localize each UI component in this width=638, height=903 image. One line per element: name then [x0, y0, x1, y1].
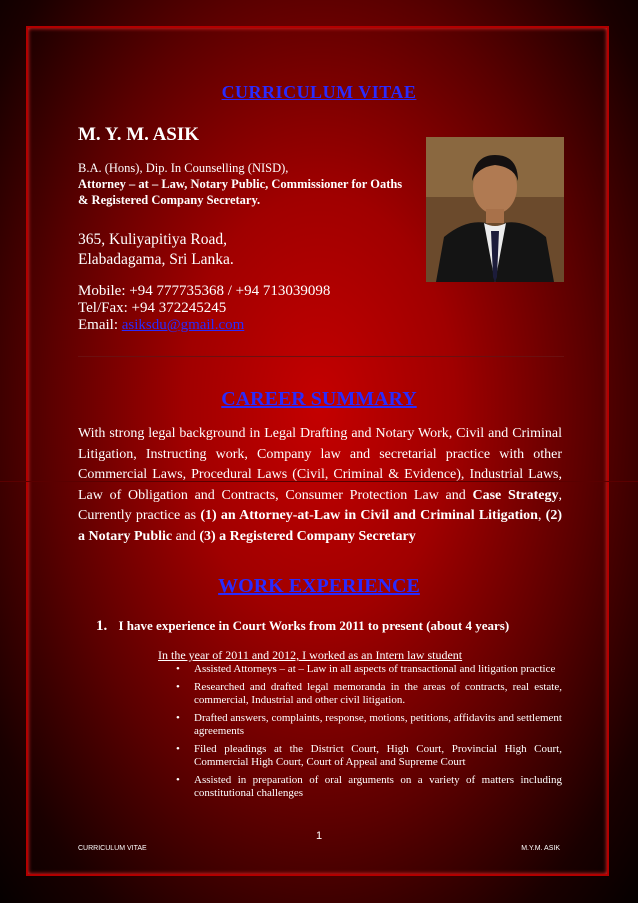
qualifications-line-1: B.A. (Hons), Dip. In Counselling (NISD),: [78, 161, 289, 175]
list-item: • Assisted Attorneys – at – Law in all aspects of transactional and litigation practice: [174, 663, 562, 676]
mobile-number: Mobile: +94 777735368 / +94 713039098: [78, 283, 331, 299]
qualifications-line-3: & Registered Company Secretary.: [78, 193, 261, 207]
experience-bullet-list: [174, 663, 562, 805]
work-experience-heading: WORK EXPERIENCE: [218, 575, 420, 597]
header-divider: [78, 356, 564, 357]
contact-details: [78, 283, 330, 334]
qualifications-line-2: Attorney – at – Law, Notary Public, Commissioner for Oaths: [78, 177, 403, 191]
experience-item-heading: I have experience in Court Works from 2011 to present (about 4 years): [118, 618, 510, 633]
summary-bold-1: Case Strategy: [472, 487, 559, 503]
summary-part-1: With strong legal background in Legal Drafting and Notary Work, Civil and Criminal Litigation, Instructing work, Company law and secretarial practice with other Commercial Laws, Procedural Laws (Civil, Criminal & Evidence), Industrial Laws, Law of Obligation and Contracts, Consumer Protection Law and: [78, 426, 562, 503]
page-number: 1: [315, 830, 323, 842]
email-label: Email:: [78, 317, 118, 333]
footer-right-text: M.Y.M. ASIK: [521, 845, 560, 852]
career-summary-text: [78, 424, 562, 547]
list-item: • Researched and drafted legal memoranda in the areas of contracts, real estate, commercial, Industrial and other civil litigation.: [174, 681, 562, 707]
footer-left-text: CURRICULUM VITAE: [78, 845, 147, 852]
experience-item-1: [96, 618, 509, 635]
summary-bold-4: (3) a Registered Company Secretary: [199, 528, 416, 544]
summary-part-4: and: [172, 528, 200, 544]
address: [78, 230, 234, 270]
qualifications: [78, 160, 418, 208]
email-row: [78, 317, 330, 334]
list-item: • Drafted answers, complaints, response, motions, petitions, affidavits and settlement agreements: [174, 712, 562, 738]
intern-line: In the year of 2011 and 2012, I worked as an Intern law student: [158, 648, 463, 662]
tel-fax-number: Tel/Fax: +94 372245245: [78, 300, 227, 316]
document-title: CURRICULUM VITAE: [221, 82, 417, 102]
summary-part-3: ,: [537, 508, 546, 523]
portrait-image: [426, 137, 564, 282]
experience-item-number: 1.: [96, 618, 108, 634]
summary-bold-2: (1) an Attorney-at-Law in Civil and Criminal Litigation: [200, 508, 538, 523]
list-item: • Assisted in preparation of oral arguments on a variety of matters including constitutional challenges: [174, 774, 562, 800]
summary-bold-3: (2) a Notary Public: [78, 508, 562, 544]
summary-part-2: , Currently practice as: [78, 487, 562, 523]
career-summary-heading: CAREER SUMMARY: [221, 388, 417, 410]
person-name: M. Y. M. ASIK: [78, 124, 200, 145]
email-link[interactable]: asiksdu@gmail.com: [121, 317, 245, 333]
profile-photo: [426, 137, 564, 282]
address-line-1: 365, Kuliyapitiya Road,: [78, 231, 227, 248]
address-line-2: Elabadagama, Sri Lanka.: [78, 251, 234, 268]
list-item: • Filed pleadings at the District Court, High Court, Provincial High Court, Commercial High Court, Court of Appeal and Supreme Court: [174, 743, 562, 769]
